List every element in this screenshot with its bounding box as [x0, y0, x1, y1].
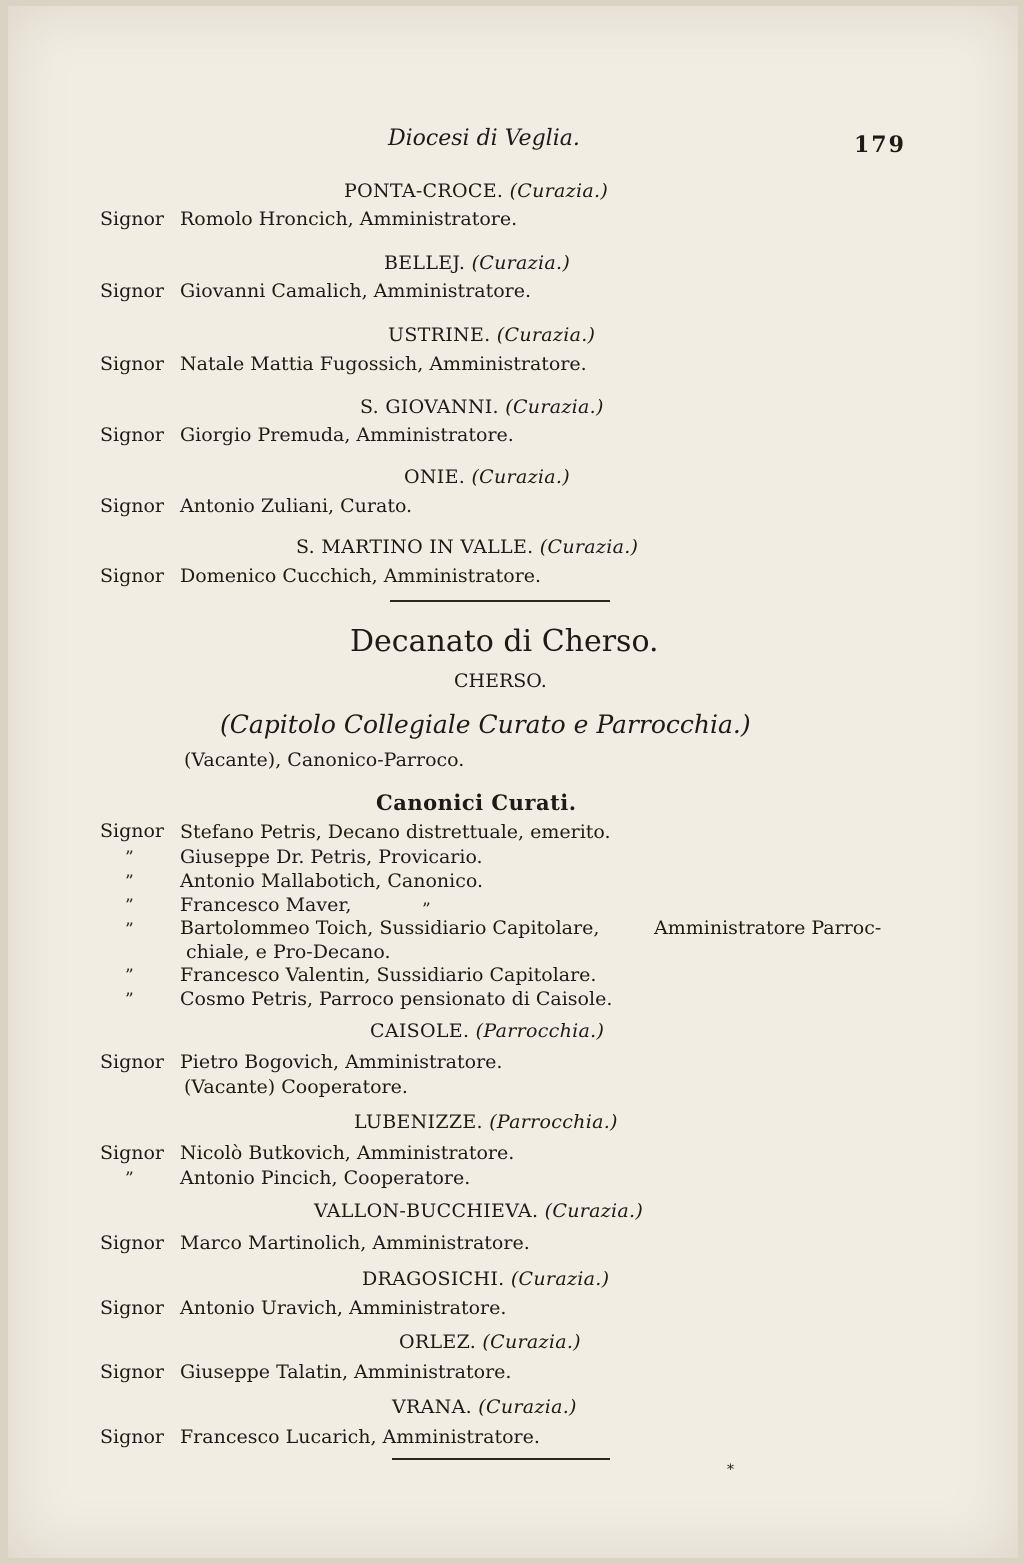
place-name: ORLEZ.	[399, 1331, 477, 1353]
entry-heading	[354, 1111, 618, 1133]
entry-type: (Curazia.)	[544, 1200, 644, 1222]
ditto-mark: ”	[125, 966, 134, 986]
page-number: 179	[854, 132, 906, 158]
entry-type: (Curazia.)	[509, 180, 609, 202]
signor-label: Signor	[100, 820, 165, 842]
person-entry: Romolo Hroncich, Amministratore.	[180, 208, 518, 230]
entry-heading	[296, 536, 638, 558]
place-name: S. GIOVANNI.	[360, 396, 499, 418]
person-entry: Antonio Pincich, Cooperatore.	[180, 1167, 471, 1189]
ditto-mark: ”	[422, 900, 431, 920]
ditto-mark: ”	[125, 896, 134, 916]
signor-label: Signor	[100, 1361, 165, 1383]
canonico-entry-cont: chiale, e Pro-Decano.	[186, 941, 391, 963]
entry-type: (Curazia.)	[510, 1268, 610, 1290]
person-entry: Antonio Uravich, Amministratore.	[180, 1297, 507, 1319]
signor-label: Signor	[100, 495, 165, 517]
ditto-mark: ”	[125, 872, 134, 892]
person-entry: Natale Mattia Fugossich, Amministratore.	[180, 353, 587, 375]
entry-type: (Curazia.)	[482, 1331, 581, 1353]
person-entry: Giorgio Premuda, Amministratore.	[180, 424, 514, 446]
entry-type: (Curazia.)	[539, 536, 639, 558]
end-divider	[392, 1458, 610, 1460]
signor-label: Signor	[100, 1426, 165, 1448]
place-name: BELLEJ.	[384, 252, 466, 274]
entry-type: (Curazia.)	[496, 324, 596, 346]
entry-type: (Curazia.)	[505, 396, 604, 418]
canonico-entry: Bartolommeo Toich, Sussidiario Capitolare,	[180, 917, 600, 939]
vacante-line: (Vacante), Canonico-Parroco.	[184, 749, 465, 771]
canonico-entry: Giuseppe Dr. Petris, Provicario.	[180, 846, 483, 868]
canonici-heading: Canonici Curati.	[376, 790, 577, 815]
entry-type: (Parrocchia.)	[475, 1020, 605, 1042]
entry-type: (Curazia.)	[471, 466, 570, 488]
person-entry: Marco Martinolich, Amministratore.	[180, 1232, 530, 1254]
ditto-mark: ”	[125, 1169, 134, 1189]
entry-heading	[404, 466, 570, 488]
page	[8, 6, 1018, 1558]
canonico-entry: Cosmo Petris, Parroco pensionato di Caisole.	[180, 988, 613, 1010]
entry-heading	[388, 324, 595, 346]
footer-mark: *	[727, 1462, 734, 1478]
ditto-mark: ”	[125, 990, 134, 1010]
entry-heading	[392, 1396, 577, 1418]
signor-label: Signor	[100, 280, 165, 302]
entry-heading	[384, 252, 570, 274]
person-entry: Pietro Bogovich, Amministratore.	[180, 1051, 503, 1073]
canonico-entry-cont: Amministratore Parroc-	[654, 917, 882, 939]
vacante-line: (Vacante) Cooperatore.	[184, 1076, 408, 1098]
entry-type: (Parrocchia.)	[489, 1111, 618, 1133]
signor-label: Signor	[100, 1297, 165, 1319]
signor-label: Signor	[100, 208, 165, 230]
place-name: DRAGOSICHI.	[362, 1268, 505, 1290]
place-name: VALLON-BUCCHIEVA.	[314, 1200, 539, 1222]
entry-heading	[370, 1020, 604, 1042]
place-name: S. MARTINO IN VALLE.	[296, 536, 534, 558]
person-entry: Nicolò Butkovich, Amministratore.	[180, 1142, 515, 1164]
entry-heading	[314, 1200, 643, 1222]
entry-type: (Curazia.)	[478, 1396, 577, 1418]
place-name: USTRINE.	[388, 324, 491, 346]
town-heading: CHERSO.	[454, 670, 547, 692]
signor-label: Signor	[100, 1142, 165, 1164]
capitolo-heading: (Capitolo Collegiale Curato e Parrocchia.)	[220, 710, 751, 739]
place-name: ONIE.	[404, 466, 466, 488]
person-entry: Domenico Cucchich, Amministratore.	[180, 565, 542, 587]
entry-heading	[399, 1331, 581, 1353]
person-entry: Antonio Zuliani, Curato.	[180, 495, 413, 517]
place-name: VRANA.	[392, 1396, 472, 1418]
running-head: Diocesi di Veglia.	[388, 126, 580, 151]
canonico-entry: Antonio Mallabotich, Canonico.	[180, 870, 483, 892]
place-name: CAISOLE.	[370, 1020, 470, 1042]
canonico-entry: Francesco Maver,	[180, 894, 352, 916]
entry-type: (Curazia.)	[471, 252, 571, 274]
person-entry: Francesco Lucarich, Amministratore.	[180, 1426, 540, 1448]
signor-label: Signor	[100, 1232, 165, 1254]
person-entry: Giuseppe Talatin, Amministratore.	[180, 1361, 512, 1383]
entry-heading	[362, 1268, 609, 1290]
section-title: Decanato di Cherso.	[350, 624, 659, 659]
section-divider	[390, 600, 610, 602]
entry-heading	[360, 396, 604, 418]
canonico-entry: Francesco Valentin, Sussidiario Capitolare.	[180, 964, 597, 986]
canonico-entry: Stefano Petris, Decano distrettuale, emerito.	[180, 821, 611, 843]
place-name: LUBENIZZE.	[354, 1111, 483, 1133]
ditto-mark: ”	[125, 920, 134, 940]
signor-label: Signor	[100, 424, 165, 446]
signor-label: Signor	[100, 353, 165, 375]
entry-heading	[344, 180, 608, 202]
signor-label: Signor	[100, 1051, 165, 1073]
person-entry: Giovanni Camalich, Amministratore.	[180, 280, 532, 302]
ditto-mark: ”	[125, 848, 134, 868]
signor-label: Signor	[100, 565, 165, 587]
place-name: PONTA-CROCE.	[344, 180, 504, 202]
